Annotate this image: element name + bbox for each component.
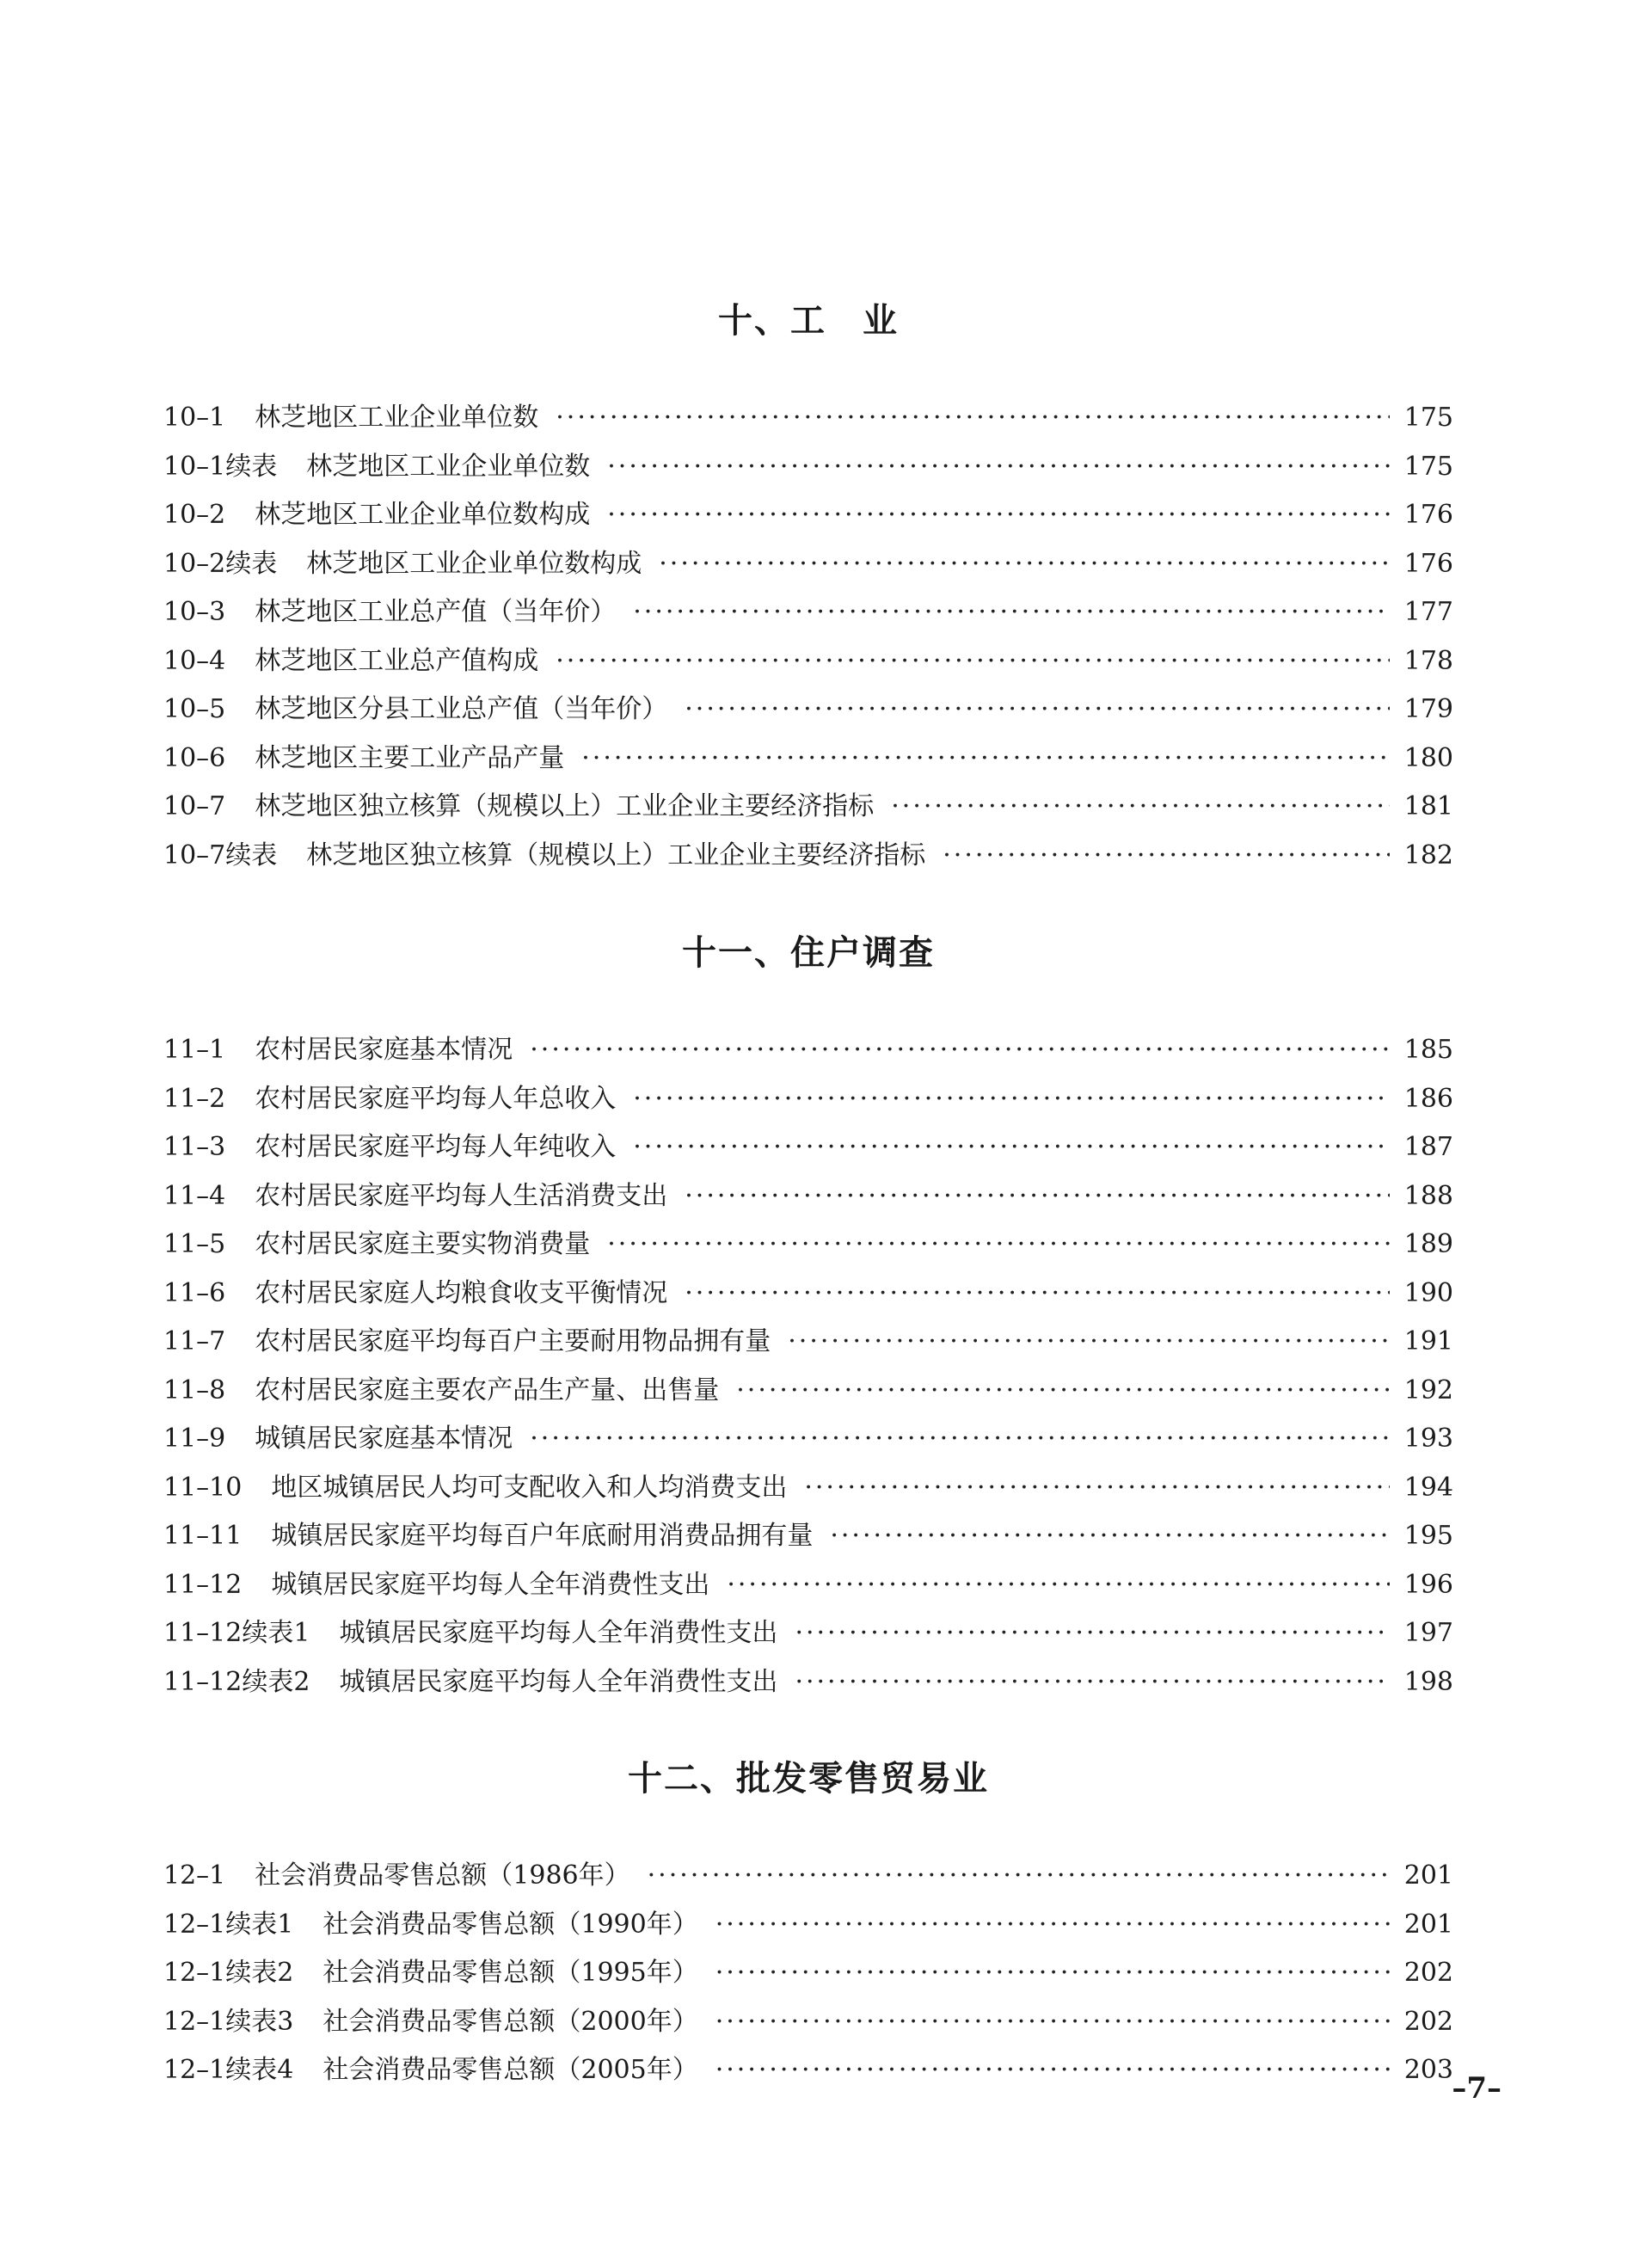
toc-entry[interactable] <box>163 1123 1453 1172</box>
toc-entry-code: 10–7 <box>163 791 226 821</box>
toc-entry-page: 176 <box>1403 548 1453 579</box>
toc-entry-page: 188 <box>1403 1180 1453 1211</box>
toc-entry-title: 林芝地区工业企业单位数 <box>306 451 591 482</box>
toc-entry-title: 林芝地区工业总产值（当年价） <box>255 597 617 627</box>
dot-leader <box>891 783 1390 832</box>
toc-entry-title: 农村居民家庭主要实物消费量 <box>255 1229 591 1259</box>
toc-entry-code: 11–12 <box>163 1569 243 1600</box>
toc-entry-code: 10–4 <box>163 645 226 676</box>
toc-entry-page: 182 <box>1403 839 1453 870</box>
toc-entry[interactable] <box>163 1367 1453 1416</box>
toc-entry-page: 190 <box>1403 1277 1453 1308</box>
toc-entry-title: 城镇居民家庭平均每人全年消费性支出 <box>339 1666 778 1697</box>
dot-leader <box>633 1123 1390 1172</box>
dot-leader <box>943 832 1390 881</box>
toc-entry-code: 10–1续表 <box>163 451 278 482</box>
page-number: –7– <box>1452 2071 1502 2106</box>
dot-leader <box>804 1464 1390 1513</box>
dot-leader <box>556 637 1390 686</box>
dot-leader <box>581 735 1390 784</box>
toc-entry[interactable] <box>163 2046 1453 2095</box>
toc-entry-code: 12–1 <box>163 1860 226 1891</box>
toc-entry-code: 12–1续表3 <box>163 2006 294 2037</box>
dot-leader <box>715 1949 1390 1998</box>
toc-entry-title: 城镇居民家庭平均每人全年消费性支出 <box>339 1618 778 1648</box>
dot-leader <box>607 1221 1390 1270</box>
toc-entry[interactable] <box>163 1221 1453 1270</box>
toc-entry-title: 林芝地区工业企业单位数 <box>255 403 539 433</box>
toc-entry-code: 10–2 <box>163 500 226 530</box>
toc-entry-code: 11–7 <box>163 1326 226 1356</box>
toc-entry-code: 11–4 <box>163 1180 226 1211</box>
toc-entry-code: 10–5 <box>163 694 226 724</box>
dot-leader <box>830 1512 1390 1561</box>
toc-entry-title: 农村居民家庭平均每人年总收入 <box>255 1083 617 1114</box>
toc-entry-list <box>163 1026 1453 1707</box>
toc-entry-code: 11–2 <box>163 1083 226 1114</box>
toc-entry[interactable] <box>163 1609 1453 1658</box>
toc-entry-page: 195 <box>1403 1521 1453 1551</box>
section-title: 十二、批发零售贸易业 <box>628 1759 989 1799</box>
dot-leader <box>715 2046 1390 2095</box>
toc-entry[interactable] <box>163 1270 1453 1319</box>
dot-leader <box>633 588 1390 637</box>
toc-entry[interactable] <box>163 1852 1453 1901</box>
toc-entry[interactable] <box>163 394 1453 443</box>
toc-entry-code: 11–5 <box>163 1229 226 1259</box>
toc-entry-code: 11–8 <box>163 1374 226 1405</box>
toc-entry-page: 189 <box>1403 1229 1453 1259</box>
toc-entry-title: 地区城镇居民人均可支配收入和人均消费支出 <box>271 1472 788 1503</box>
toc-entry[interactable] <box>163 832 1453 881</box>
toc-entry-page: 201 <box>1403 1909 1453 1940</box>
toc-entry-page: 194 <box>1403 1472 1453 1503</box>
toc-entry[interactable] <box>163 1512 1453 1561</box>
toc-entry-code: 10–1 <box>163 403 226 433</box>
toc-entry-title: 社会消费品零售总额（1986年） <box>255 1860 630 1891</box>
toc-entry-title: 城镇居民家庭基本情况 <box>255 1424 513 1454</box>
toc-entry[interactable] <box>163 735 1453 784</box>
toc-entry-code: 12–1续表2 <box>163 1958 294 1988</box>
toc-entry[interactable] <box>163 1658 1453 1707</box>
toc-entry-title: 林芝地区工业企业单位数构成 <box>255 500 591 530</box>
toc-entry-page: 175 <box>1403 451 1453 482</box>
toc-entry[interactable] <box>163 783 1453 832</box>
dot-leader <box>556 394 1390 443</box>
dot-leader <box>795 1609 1390 1658</box>
toc-entry-title: 林芝地区分县工业总产值（当年价） <box>255 694 668 724</box>
toc-entry-title: 农村居民家庭人均粮食收支平衡情况 <box>255 1277 668 1308</box>
toc-entry[interactable] <box>163 1949 1453 1998</box>
toc-entry-title: 社会消费品零售总额（2005年） <box>322 2055 698 2085</box>
toc-entry-page: 203 <box>1403 2055 1453 2085</box>
toc-entry-title: 农村居民家庭平均每人生活消费支出 <box>255 1180 668 1211</box>
toc-entry[interactable] <box>163 540 1453 589</box>
toc-entry-title: 农村居民家庭基本情况 <box>255 1035 513 1065</box>
dot-leader <box>607 443 1390 492</box>
toc-entry[interactable] <box>163 1318 1453 1367</box>
dot-leader <box>530 1026 1390 1075</box>
toc-entry-code: 10–3 <box>163 597 226 627</box>
toc-entry-list <box>163 1852 1453 2095</box>
dot-leader <box>607 491 1390 540</box>
toc-entry[interactable] <box>163 1075 1453 1124</box>
dot-leader <box>736 1367 1390 1416</box>
toc-entry-title: 林芝地区独立核算（规模以上）工业企业主要经济指标 <box>306 839 926 870</box>
toc-entry-page: 179 <box>1403 694 1453 724</box>
toc-entry[interactable] <box>163 1026 1453 1075</box>
toc-entry-title: 林芝地区工业企业单位数构成 <box>306 548 642 579</box>
toc-entry[interactable] <box>163 1998 1453 2047</box>
toc-entry-page: 201 <box>1403 1860 1453 1891</box>
toc-entry-page: 191 <box>1403 1326 1453 1356</box>
toc-entry-page: 180 <box>1403 742 1453 773</box>
toc-entry-page: 177 <box>1403 597 1453 627</box>
toc-entry-code: 11–3 <box>163 1132 226 1162</box>
dot-leader <box>795 1658 1390 1707</box>
dot-leader <box>788 1318 1390 1367</box>
toc-entry[interactable] <box>163 1415 1453 1464</box>
toc-entry-code: 10–7续表 <box>163 839 278 870</box>
toc-entry-code: 10–2续表 <box>163 548 278 579</box>
toc-entry-title: 社会消费品零售总额（1995年） <box>322 1958 698 1988</box>
toc-entry-page: 197 <box>1403 1618 1453 1648</box>
toc-entry[interactable] <box>163 443 1453 492</box>
toc-entry-title: 林芝地区独立核算（规模以上）工业企业主要经济指标 <box>255 791 875 821</box>
toc-entry-code: 11–6 <box>163 1277 226 1308</box>
toc-entry[interactable] <box>163 1172 1453 1221</box>
toc-entry-title: 农村居民家庭平均每百户主要耐用物品拥有量 <box>255 1326 771 1356</box>
toc-entry-page: 196 <box>1403 1569 1453 1600</box>
toc-entry-title: 城镇居民家庭平均每百户年底耐用消费品拥有量 <box>271 1521 814 1551</box>
dot-leader <box>685 1270 1390 1319</box>
toc-entry-title: 社会消费品零售总额（2000年） <box>322 2006 698 2037</box>
toc-entry[interactable] <box>163 686 1453 735</box>
toc-entry-code: 11–12续表2 <box>163 1666 310 1697</box>
toc-entry-page: 175 <box>1403 403 1453 433</box>
dot-leader <box>715 1998 1390 2047</box>
toc-entry-page: 192 <box>1403 1374 1453 1405</box>
dot-leader <box>633 1075 1390 1124</box>
toc-entry-code: 10–6 <box>163 742 226 773</box>
dot-leader <box>715 1901 1390 1950</box>
toc-entry-code: 11–9 <box>163 1424 226 1454</box>
toc-entry-code: 11–1 <box>163 1035 226 1065</box>
section-title: 十、工 业 <box>718 301 899 341</box>
toc-entry-title: 社会消费品零售总额（1990年） <box>322 1909 698 1940</box>
toc-entry-title: 林芝地区工业总产值构成 <box>255 645 539 676</box>
toc-entry-page: 178 <box>1403 645 1453 676</box>
dot-leader <box>659 540 1390 589</box>
dot-leader <box>648 1852 1390 1901</box>
toc-entry-title: 林芝地区主要工业产品产量 <box>255 742 565 773</box>
toc-entry[interactable] <box>163 491 1453 540</box>
toc-entry-page: 186 <box>1403 1083 1453 1114</box>
toc-entry-title: 城镇居民家庭平均每人全年消费性支出 <box>271 1569 710 1600</box>
toc-entry-page: 193 <box>1403 1424 1453 1454</box>
dot-leader <box>530 1415 1390 1464</box>
toc-entry-page: 202 <box>1403 2006 1453 2037</box>
toc-entry-page: 198 <box>1403 1666 1453 1697</box>
toc-entry-page: 187 <box>1403 1132 1453 1162</box>
toc-entry-code: 12–1续表1 <box>163 1909 294 1940</box>
toc-entry-page: 181 <box>1403 791 1453 821</box>
toc-entry-code: 11–10 <box>163 1472 243 1503</box>
toc-entry-title: 农村居民家庭平均每人年纯收入 <box>255 1132 617 1162</box>
dot-leader <box>727 1561 1390 1610</box>
toc-entry-code: 11–11 <box>163 1521 243 1551</box>
toc-entry-code: 12–1续表4 <box>163 2055 294 2085</box>
toc-entry[interactable] <box>163 1561 1453 1610</box>
toc-entry[interactable] <box>163 1901 1453 1950</box>
toc-entry[interactable] <box>163 637 1453 686</box>
toc-entry[interactable] <box>163 1464 1453 1513</box>
toc-entry-list <box>163 394 1453 880</box>
toc-entry-page: 185 <box>1403 1035 1453 1065</box>
toc-entry[interactable] <box>163 588 1453 637</box>
dot-leader <box>685 1172 1390 1221</box>
section-title: 十一、住户调查 <box>682 933 935 973</box>
toc-entry-page: 202 <box>1403 1958 1453 1988</box>
toc-entry-title: 农村居民家庭主要农产品生产量、出售量 <box>255 1374 720 1405</box>
toc-entry-code: 11–12续表1 <box>163 1618 310 1648</box>
toc-entry-page: 176 <box>1403 500 1453 530</box>
dot-leader <box>685 686 1390 735</box>
